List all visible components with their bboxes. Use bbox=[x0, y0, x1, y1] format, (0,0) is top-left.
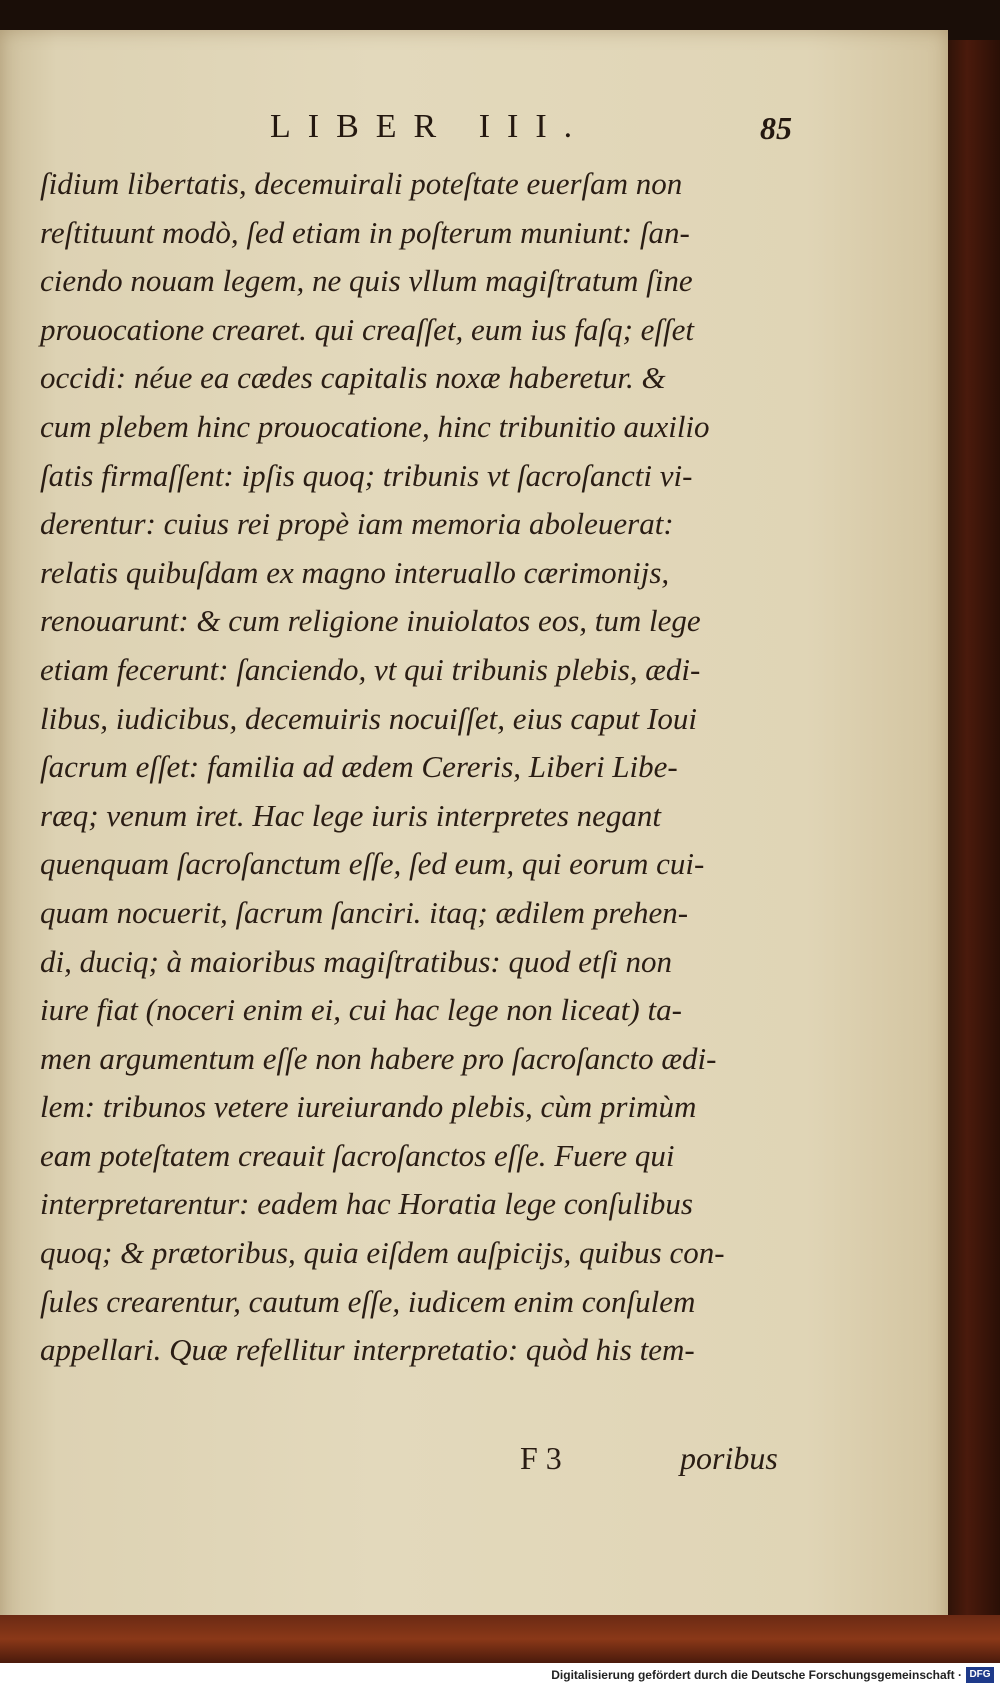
running-head: LIBER III. bbox=[270, 108, 590, 145]
text-line: prouocatione crearet. qui creaſſet, eum ius faſq; eſſet bbox=[40, 311, 694, 347]
text-line: quam nocuerit, ſacrum ſanciri. itaq; ædilem prehen- bbox=[40, 894, 689, 930]
text-line: eam poteſtatem creauit ſacroſanctos eſſe. Fuere qui bbox=[40, 1137, 675, 1173]
text-line: men argumentum eſſe non habere pro ſacroſancto ædi- bbox=[40, 1040, 717, 1076]
text-line: occidi: néue ea cædes capitalis noxæ haberetur. & bbox=[40, 360, 666, 396]
text-line: relatis quibuſdam ex magno interuallo cærimonijs, bbox=[40, 554, 670, 590]
text-line: ſidium libertatis, decemuirali poteſtate euerſam non bbox=[40, 166, 683, 201]
text-line: reſtituunt modò, ſed etiam in poſterum muniunt: ſan- bbox=[40, 214, 690, 250]
text-line: ſules crearentur, cautum eſſe, iudicem enim conſulem bbox=[40, 1283, 696, 1319]
text-line: ciendo nouam legem, ne quis vllum magiſtratum ſine bbox=[40, 263, 693, 299]
text-line: iure fiat (noceri enim ei, cui hac lege non liceat) ta- bbox=[40, 992, 682, 1028]
page-number: 85 bbox=[760, 110, 792, 146]
footer-bar bbox=[0, 1663, 1000, 1689]
body-text bbox=[40, 160, 800, 1375]
text-line: lem: tribunos vetere iureiurando plebis, cùm primùm bbox=[40, 1089, 697, 1125]
dfg-logo-icon: DFG bbox=[966, 1667, 994, 1683]
text-line: cum plebem hinc prouocatione, hinc tribunitio auxilio bbox=[40, 408, 710, 444]
catchword: poribus bbox=[680, 1440, 778, 1476]
text-line: interpretarentur: eadem hac Horatia lege conſulibus bbox=[40, 1186, 693, 1222]
page-bottom-edge bbox=[0, 1615, 1000, 1663]
text-line: libus, iudicibus, decemuiris nocuiſſet, eius caput Ioui bbox=[40, 700, 697, 736]
text-line: renouarunt: & cum religione inuiolatos eos, tum lege bbox=[40, 603, 701, 639]
book-edge bbox=[945, 40, 1000, 1650]
footer-credit: Digitalisierung gefördert durch die Deutsche Forschungsgemeinschaft · bbox=[551, 1668, 962, 1682]
text-line: ſacrum eſſet: familia ad ædem Cereris, Liberi Libe- bbox=[40, 749, 678, 785]
text-line: ræq; venum iret. Hac lege iuris interpretes negant bbox=[40, 797, 662, 833]
text-line: etiam fecerunt: ſanciendo, vt qui tribunis plebis, ædi- bbox=[40, 651, 701, 687]
text-line: derentur: cuius rei propè iam memoria aboleuerat: bbox=[40, 506, 674, 542]
text-line: ſatis firmaſſent: ipſis quoq; tribunis vt ſacroſancti vi- bbox=[40, 457, 693, 493]
text-line: appellari. Quæ refellitur interpretatio: quòd his tem- bbox=[40, 1332, 695, 1368]
signature-mark: F 3 bbox=[520, 1440, 562, 1476]
text-line: quoq; & prætoribus, quia eiſdem auſpicijs, quibus con- bbox=[40, 1235, 725, 1271]
text-line: quenquam ſacroſanctum eſſe, ſed eum, qui eorum cui- bbox=[40, 846, 705, 882]
text-line: di, duciq; à maioribus magiſtratibus: quod etſi non bbox=[40, 943, 673, 979]
